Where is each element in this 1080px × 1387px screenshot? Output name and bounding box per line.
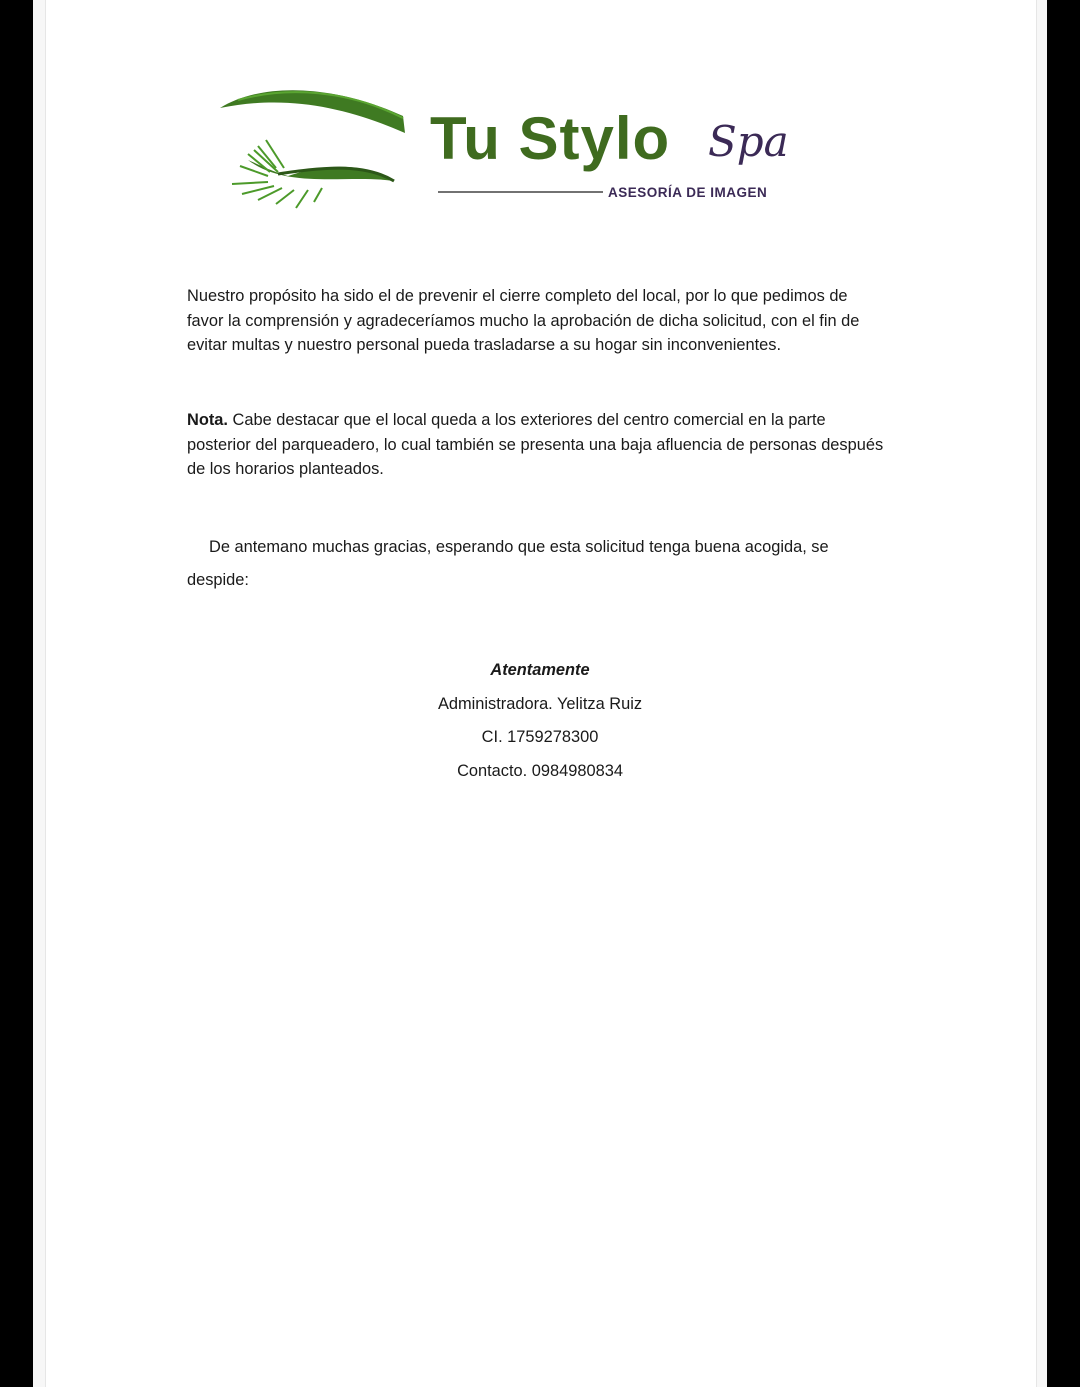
closing-text: De antemano muchas gracias, esperando que esta solicitud tenga buena acogida, se despide: [187,538,829,589]
note-label: Nota. [187,411,228,429]
signature-contact: Contacto. 0984980834 [457,761,623,780]
signature-closing: Atentamente [490,661,590,679]
brand-main: Tu Stylo [430,105,671,172]
paragraph-closing [187,531,887,597]
note-text: Cabe destacar que el local queda a los exteriores del centro comercial en la parte posterior del parqueadero, lo cual también se presenta una baja afluencia de personas después de los horarios planteados. [187,411,884,478]
brand-tagline: ASESORÍA DE IMAGEN [608,185,768,200]
paragraph-note [187,408,887,482]
signature-name: Administradora. Yelitza Ruiz [437,694,643,713]
brand-script: Spa [708,117,789,166]
signature-block [0,656,1080,790]
signature-id: CI. 1759278300 [481,728,599,747]
paragraph-purpose: Nuestro propósito ha sido el de prevenir el cierre completo del local, por lo que pedimos de favor la comprensión y agradeceríamos mucho la aprobación de dicha solicitud, con el fin de evitar multas y nuestro personal pueda trasladarse a su hogar sin inconvenientes. [187,287,860,354]
